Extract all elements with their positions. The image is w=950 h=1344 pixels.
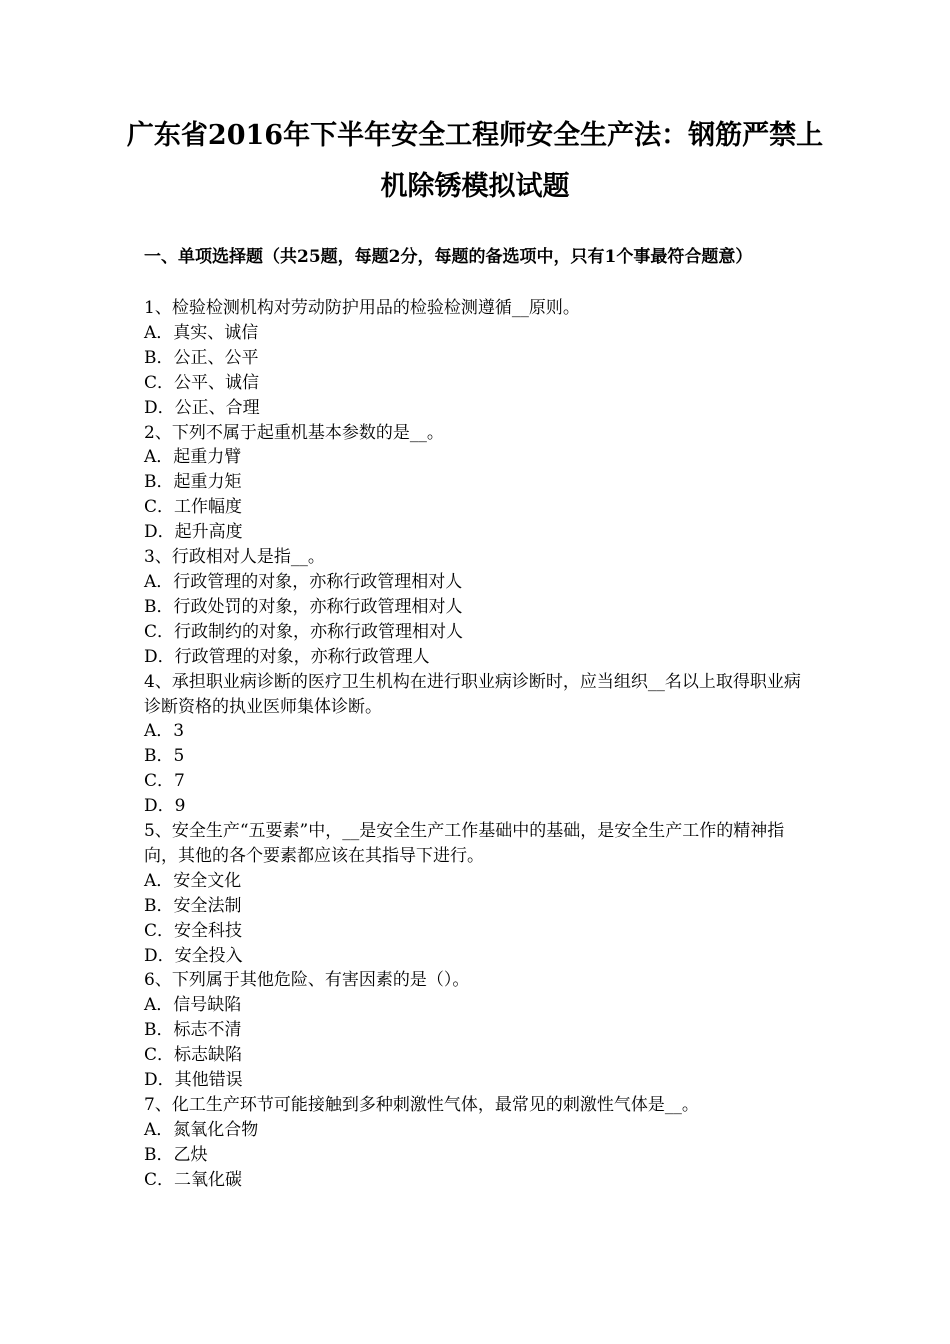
question-stem: 1、检验检测机构对劳动防护用品的检验检测遵循__原则。 [144,298,580,318]
option-d: D．9 [144,796,186,817]
option-a: A．安全文化 [144,870,242,891]
option-a: A．起重力臂 [144,447,242,468]
option-c: C．二氧化碳 [144,1169,243,1190]
option-a: A．3 [144,721,185,742]
option-b: B．5 [144,746,185,767]
option-c: C．7 [144,771,185,792]
question-6 [144,968,808,1093]
option-c: C．安全科技 [144,920,243,941]
option-b: B．起重力矩 [144,472,242,493]
question-1 [144,296,808,421]
option-d: D．其他错误 [144,1070,243,1091]
option-a: A．真实、诚信 [144,322,259,343]
question-5 [144,819,808,968]
question-stem: 2、下列不属于起重机基本参数的是__。 [144,422,444,443]
document-title-line-2: 机除锈模拟试题 [380,171,570,202]
option-b: B．乙炔 [144,1144,208,1165]
option-c: C．行政制约的对象，亦称行政管理相对人 [144,621,464,642]
option-d: D．公正、合理 [144,397,260,418]
option-a: A．信号缺陷 [144,995,242,1016]
question-list [144,296,808,1193]
option-a: A．行政管理的对象，亦称行政管理相对人 [144,571,463,592]
option-c: C．工作幅度 [144,497,243,518]
question-stem: 3、行政相对人是指__。 [144,547,325,568]
question-stem: 7、化工生产环节可能接触到多种刺激性气体，最常见的刺激性气体是__。 [144,1095,699,1115]
document-title-line-1: 广东省2016年下半年安全工程师安全生产法：钢筋严禁上 [126,120,824,151]
option-b: B．安全法制 [144,895,242,916]
option-d: D．安全投入 [144,945,243,966]
option-b: B．标志不清 [144,1020,242,1041]
option-a: A．氮氧化合物 [144,1119,259,1140]
option-c: C．公平、诚信 [144,372,260,393]
question-3 [144,545,808,670]
question-7 [144,1093,808,1193]
question-stem: 5、安全生产“五要素”中，__是安全生产工作基础中的基础，是安全生产工作的精神指向，其他的各个要素都应该在其指导下进行。 [144,821,785,866]
option-d: D．起升高度 [144,522,243,543]
option-c: C．标志缺陷 [144,1045,243,1066]
option-b: B．行政处罚的对象，亦称行政管理相对人 [144,596,463,617]
question-stem: 4、承担职业病诊断的医疗卫生机构在进行职业病诊断时，应当组织__名以上取得职业病诊断资格的执业医师集体诊断。 [144,671,801,717]
question-4 [144,670,808,819]
option-d: D．行政管理的对象，亦称行政管理人 [144,646,430,667]
section-heading: 一、单项选择题（共25题，每题2分，每题的备选项中，只有1个事最符合题意） [144,247,753,267]
question-2 [144,421,808,546]
option-b: B．公正、公平 [144,347,259,368]
question-stem: 6、下列属于其他危险、有害因素的是（）。 [144,970,470,991]
